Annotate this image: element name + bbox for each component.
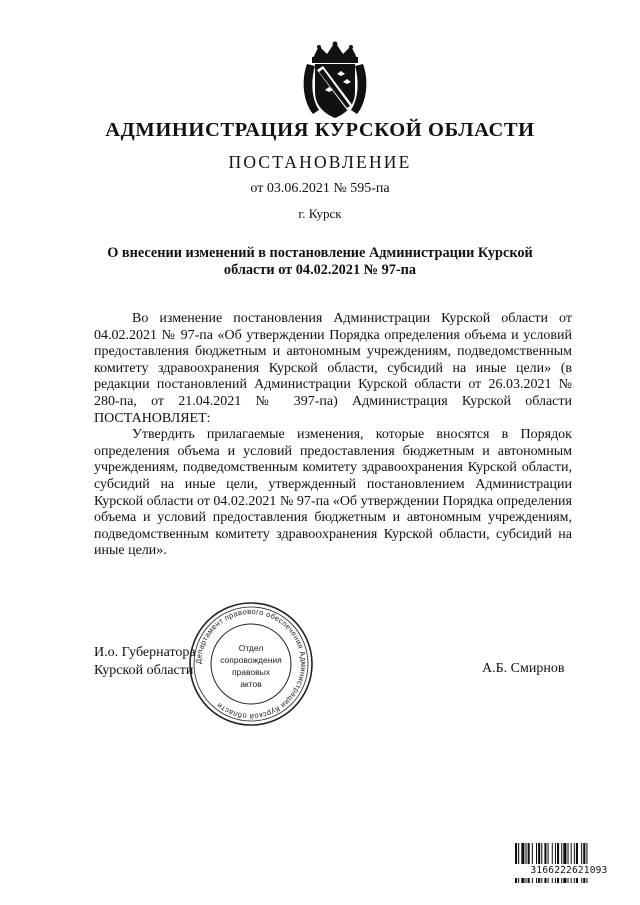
barcode-number: 3166222621093 (514, 864, 624, 878)
organization-title: АДМИНИСТРАЦИЯ КУРСКОЙ ОБЛАСТИ (105, 119, 535, 141)
subject-line-1: О внесении изменений в постановление Администрации Курской (107, 245, 533, 261)
coat-of-arms-icon (299, 40, 371, 120)
body-paragraph-1: Во изменение постановления Администрации Курской области от 04.02.2021 № 97-па «Об утверждении Порядка определения объема и условий предоставления бюджетным и автономным учреждениям, подведомственным комитету здравоохранения Курской области, субсидий на иные цели» (в редакции постановлений Администрации Курской области от 26.03.2021 № 280-па, от 21.04.2021 № 397-па) Администрация Курской области ПОСТАНОВЛЯЕТ: (94, 311, 572, 426)
stamp-ring-text: Департамент правового обеспечения Администрации Курской области (193, 606, 309, 722)
signatory-title-line-2: Курской области (94, 663, 194, 678)
document-city: г. Курск (298, 206, 342, 221)
document-subject (100, 245, 540, 279)
signatory-title-line-1: И.о. Губернатора (94, 645, 196, 660)
stamp-inner-line-3: правовых (231, 667, 271, 677)
stamp-inner-line-2: сопровождения (220, 655, 282, 665)
body-paragraph-2: Утвердить прилагаемые изменения, которые вносятся в Порядок определения объема и условий предоставления бюджетным и автономным учреждениям, подведомственным комитету здравоохранения Курской области, субсидий на иные цели, утвержденный постановлением Администрации Курской области от 04.02.2021 № 97-па «Об утверждении Порядка определения объема и условий предоставления бюджетным и автономным учреждениям, подведомственным комитету здравоохранения Курской области, субсидий на иные цели». (94, 427, 572, 559)
document-body (94, 311, 572, 560)
stamp-seal (188, 601, 314, 727)
stamp-inner-line-4: актов (240, 679, 262, 689)
document-number: от 03.06.2021 № 595-па (250, 181, 390, 196)
signatory-title (94, 644, 196, 680)
signatory-name: А.Б. Смирнов (482, 661, 565, 676)
subject-line-2: области от 04.02.2021 № 97-па (223, 262, 417, 278)
stamp-inner-line-1: Отдел (238, 643, 264, 653)
document-type: ПОСТАНОВЛЕНИЕ (228, 152, 412, 172)
